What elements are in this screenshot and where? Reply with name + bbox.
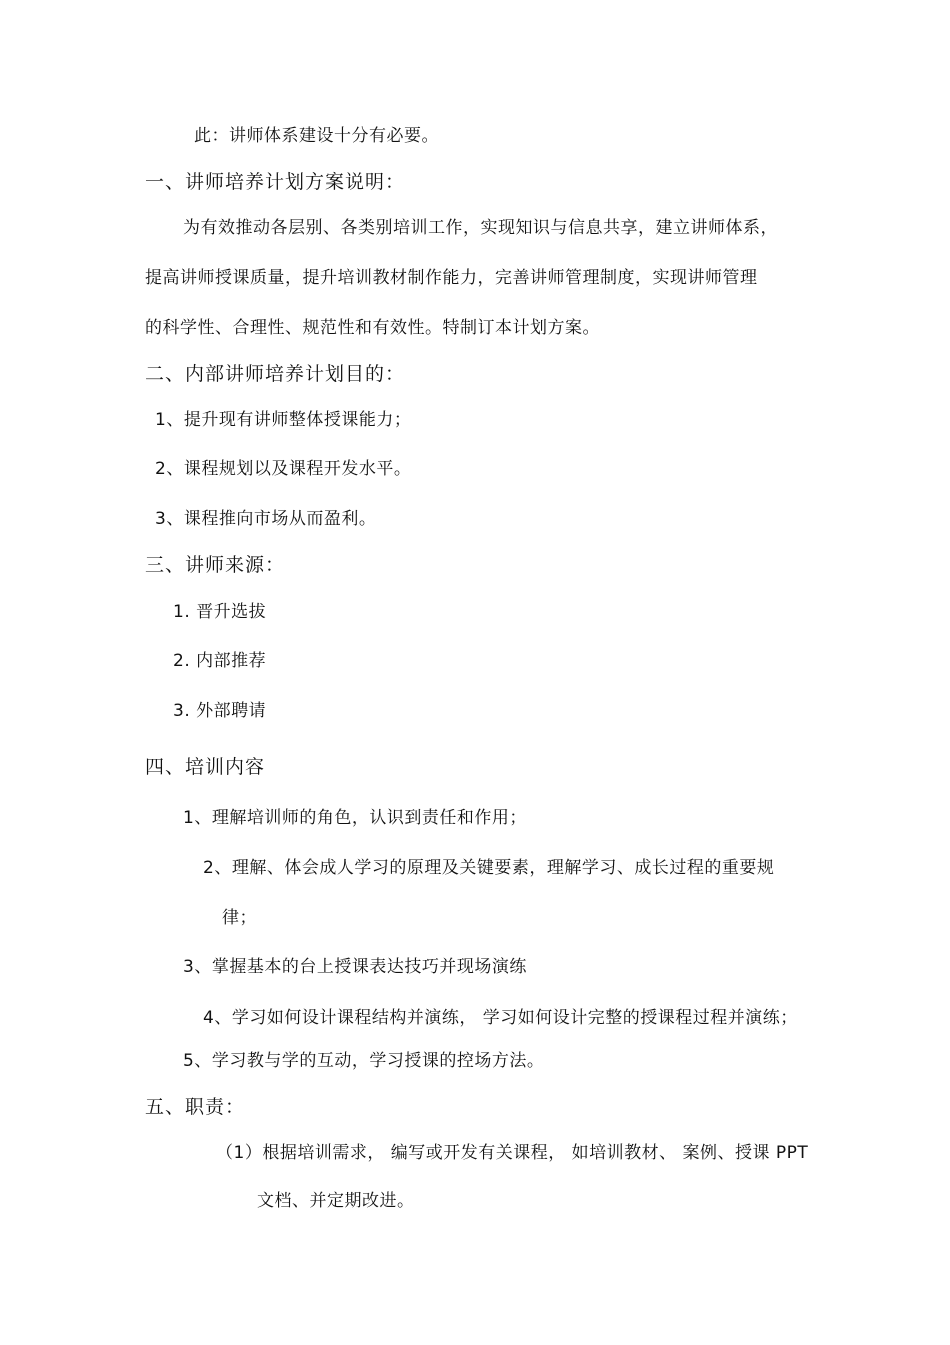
list-item: 3、课程推向市场从而盈利。: [155, 509, 377, 529]
section-5-heading: 五、职责：: [145, 1096, 246, 1118]
list-item: 2. 内部推荐: [173, 651, 267, 671]
list-item: 3、掌握基本的台上授课表达技巧并现场演练: [183, 957, 527, 977]
list-item-continuation: 文档、并定期改进。: [257, 1191, 415, 1211]
section-1-paragraph-line-3: 的科学性、合理性、规范性和有效性。特制订本计划方案。: [145, 318, 600, 338]
list-item-continuation: 律；: [222, 908, 257, 928]
section-4-heading: 四、培训内容: [145, 756, 266, 778]
list-item: 1、理解培训师的角色，认识到责任和作用；: [183, 808, 527, 828]
list-item: （1）根据培训需求， 编写或开发有关课程， 如培训教材、 案例、授课 PPT: [216, 1143, 809, 1163]
list-item: 1、提升现有讲师整体授课能力；: [155, 410, 412, 430]
list-item: 2、理解、体会成人学习的原理及关键要素，理解学习、成长过程的重要规: [203, 858, 775, 878]
section-1-heading: 一、讲师培养计划方案说明：: [145, 171, 406, 193]
list-item: 1. 晋升选拔: [173, 602, 267, 622]
section-1-paragraph-line-2: 提高讲师授课质量，提升培训教材制作能力，完善讲师管理制度，实现讲师管理: [145, 268, 758, 288]
list-item: 2、课程规划以及课程开发水平。: [155, 459, 412, 479]
section-3-heading: 三、讲师来源：: [145, 554, 286, 576]
intro-tail-text: 此：讲师体系建设十分有必要。: [194, 126, 439, 146]
list-item: 3. 外部聘请: [173, 701, 267, 721]
list-item: 5、学习教与学的互动，学习授课的控场方法。: [183, 1051, 545, 1071]
list-item: 4、学习如何设计课程结构并演练， 学习如何设计完整的授课程过程并演练；: [203, 1008, 798, 1028]
section-2-heading: 二、内部讲师培养计划目的：: [145, 363, 406, 385]
section-1-paragraph-line-1: 为有效推动各层别、各类别培训工作，实现知识与信息共享，建立讲师体系，: [183, 218, 778, 238]
